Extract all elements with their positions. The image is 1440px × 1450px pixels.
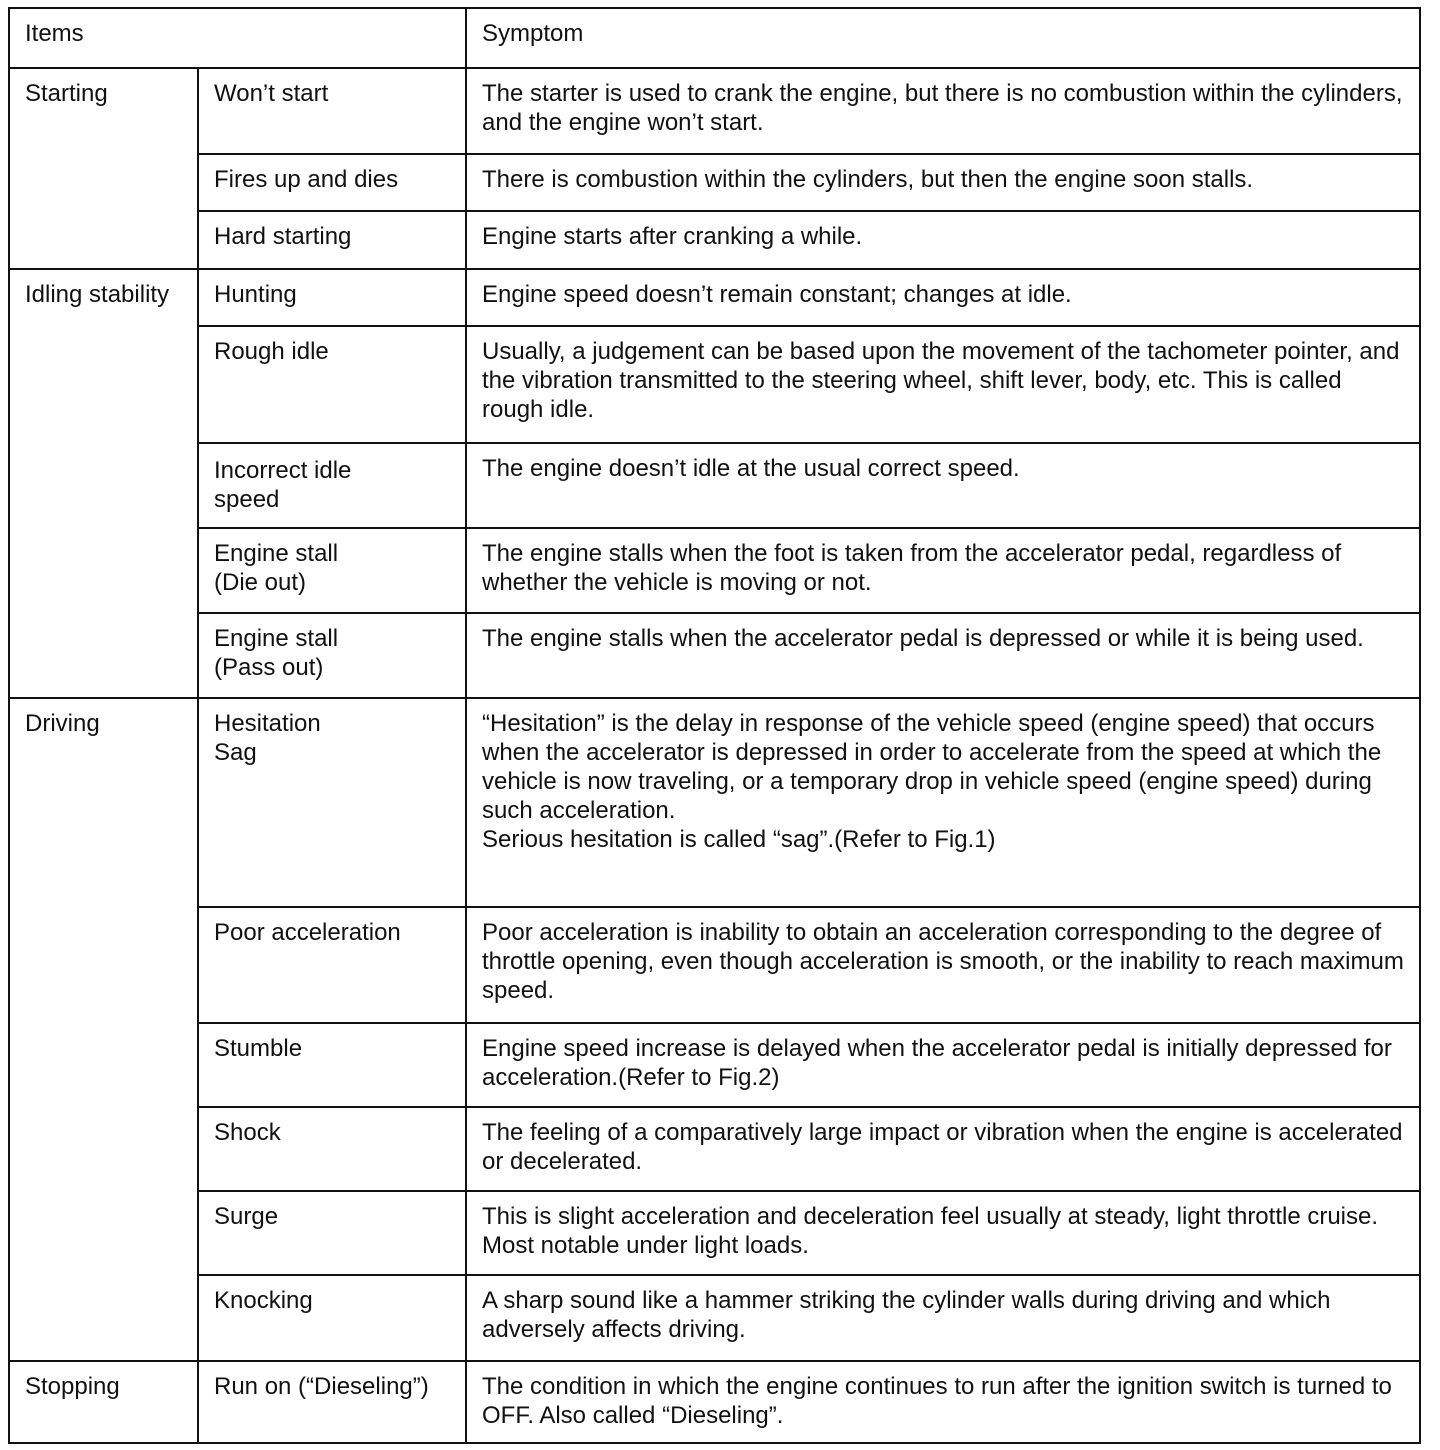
table-row — [9, 528, 1420, 613]
table-row — [9, 211, 1420, 269]
table-row — [9, 1361, 1420, 1443]
item-label: Surge — [198, 1191, 466, 1275]
symptom-text: The engine stalls when the accelerator pedal is depressed or while it is being used. — [466, 613, 1420, 698]
table-row — [9, 613, 1420, 698]
item-label: Rough idle — [198, 326, 466, 443]
symptom-text: The engine doesn’t idle at the usual correct speed. — [466, 443, 1420, 528]
symptom-text: Engine speed increase is delayed when the accelerator pedal is initially depressed for acceleration.(Refer to Fig.2) — [466, 1023, 1420, 1107]
item-label: Hesitation Sag — [198, 698, 466, 907]
item-label: Stumble — [198, 1023, 466, 1107]
symptom-text: The starter is used to crank the engine, but there is no combustion within the cylinders, and the engine won’t start. — [466, 68, 1420, 154]
table-row — [9, 1275, 1420, 1361]
table-row — [9, 68, 1420, 154]
category-starting: Starting — [9, 68, 198, 269]
header-items: Items — [9, 8, 466, 68]
item-label: Hard starting — [198, 211, 466, 269]
item-label: Shock — [198, 1107, 466, 1191]
symptom-text: Engine speed doesn’t remain constant; changes at idle. — [466, 269, 1420, 326]
item-label: Fires up and dies — [198, 154, 466, 211]
symptom-table — [8, 7, 1421, 1444]
table-row — [9, 1023, 1420, 1107]
table-row — [9, 269, 1420, 326]
symptom-text: “Hesitation” is the delay in response of the vehicle speed (engine speed) that occurs when the accelerator is depressed in order to accelerate from the speed at which the vehicle is now traveling, or a temporary drop in vehicle speed (engine speed) during such acceleration. Serious hesitation is called “sag”.(Refer to Fig.1) — [466, 698, 1420, 907]
symptom-text: A sharp sound like a hammer striking the cylinder walls during driving and which adversely affects driving. — [466, 1275, 1420, 1361]
symptom-text: The condition in which the engine continues to run after the ignition switch is turned to OFF. Also called “Dieseling”. — [466, 1361, 1420, 1443]
symptom-text: The engine stalls when the foot is taken from the accelerator pedal, regardless of whether the vehicle is moving or not. — [466, 528, 1420, 613]
table-row — [9, 1191, 1420, 1275]
header-row — [9, 8, 1420, 68]
symptom-text: There is combustion within the cylinders, but then the engine soon stalls. — [466, 154, 1420, 211]
item-label: Poor acceleration — [198, 907, 466, 1023]
item-label: Knocking — [198, 1275, 466, 1361]
symptom-text: Poor acceleration is inability to obtain an acceleration corresponding to the degree of throttle opening, even though acceleration is smooth, or the inability to reach maximum speed. — [466, 907, 1420, 1023]
item-label: Won’t start — [198, 68, 466, 154]
symptom-text: Engine starts after cranking a while. — [466, 211, 1420, 269]
table-row — [9, 326, 1420, 443]
table-row — [9, 907, 1420, 1023]
header-symptom: Symptom — [466, 8, 1420, 68]
table-row — [9, 1107, 1420, 1191]
table-row — [9, 154, 1420, 211]
table-row — [9, 443, 1420, 528]
symptom-text: The feeling of a comparatively large impact or vibration when the engine is accelerated or decelerated. — [466, 1107, 1420, 1191]
item-label: Engine stall (Pass out) — [198, 613, 466, 698]
item-label: Run on (“Dieseling”) — [198, 1361, 466, 1443]
table-row — [9, 698, 1420, 907]
item-label: Incorrect idle speed — [198, 443, 466, 528]
item-label: Hunting — [198, 269, 466, 326]
item-label: Engine stall (Die out) — [198, 528, 466, 613]
symptom-text: This is slight acceleration and deceleration feel usually at steady, light throttle cruise. Most notable under light loads. — [466, 1191, 1420, 1275]
category-stopping: Stopping — [9, 1361, 198, 1443]
category-idling: Idling stability — [9, 269, 198, 698]
category-driving: Driving — [9, 698, 198, 1361]
symptom-text: Usually, a judgement can be based upon the movement of the tachometer pointer, and the vibration transmitted to the steering wheel, shift lever, body, etc. This is called rough idle. — [466, 326, 1420, 443]
